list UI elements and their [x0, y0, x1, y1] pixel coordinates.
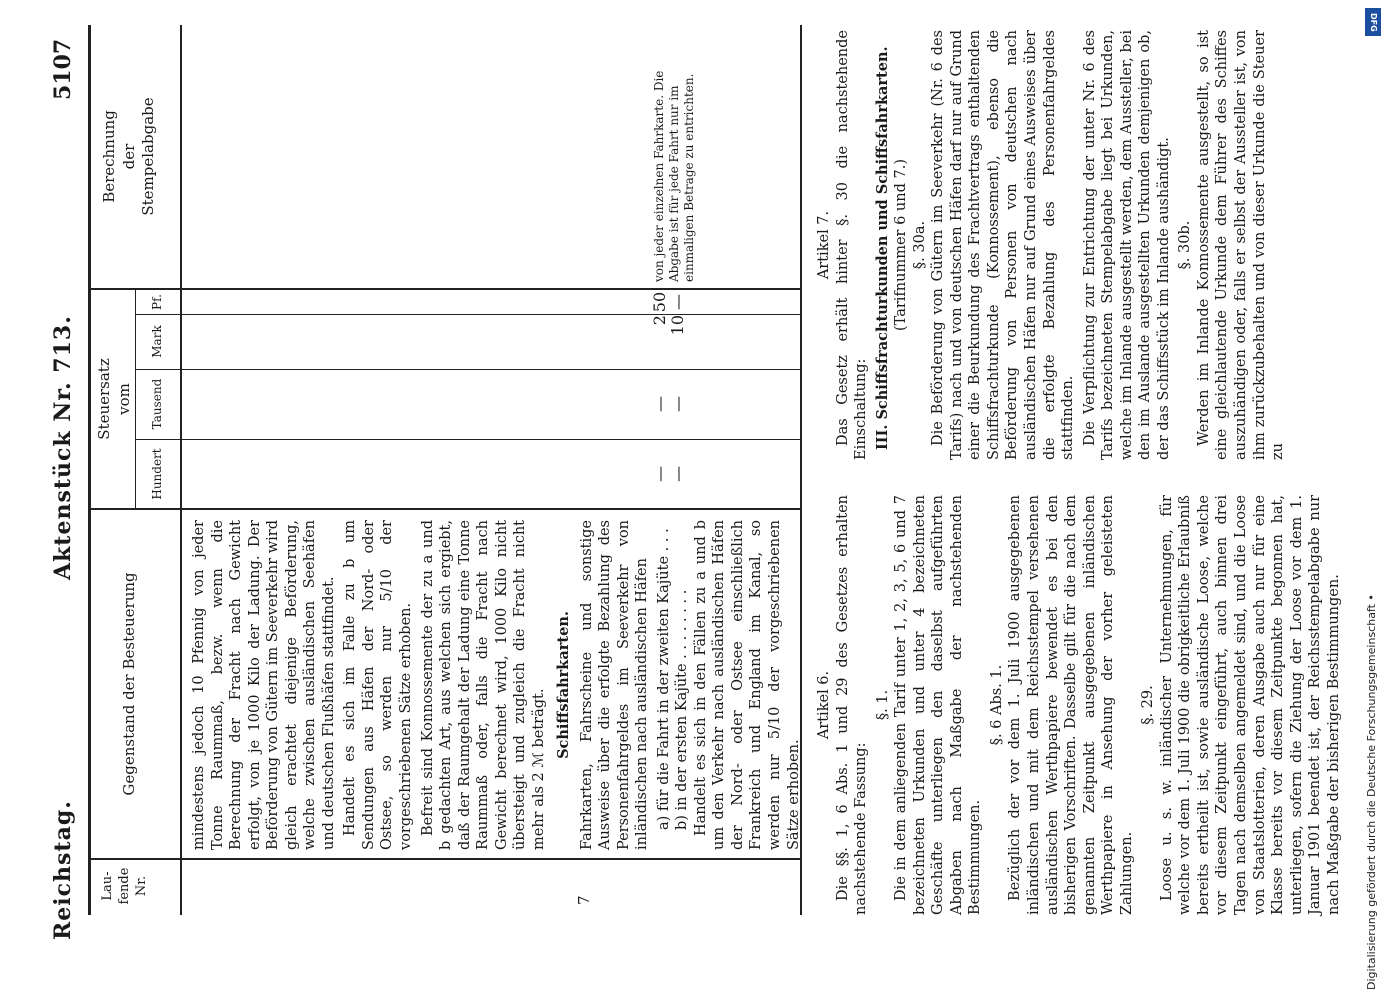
row6-text-3: Befreit sind Konnossemente der zu a und b gedachten Art, aus welchen sich ergiebt, daß der Raumgehalt der Ladung eine Tonne Raummaß oder, falls die Fracht nach Gewicht berechnet wird, 1000 Kilo nicht übersteigt und zugleich die Fracht nicht mehr als 2 ℳ beträgt.: [419, 520, 547, 850]
col-divider-nr: [88, 858, 800, 860]
row7-a-mark: 2: [650, 315, 669, 326]
col-header-calc: Berechnung der Stempelabgabe: [100, 97, 157, 216]
col-divider-subject: [88, 508, 800, 510]
dfg-logo: DFG: [1365, 8, 1381, 36]
left-column: [815, 495, 1346, 915]
section-30b-heading: §. 30b.: [1177, 220, 1194, 270]
section-29-text: Loose u. s. w. inländischer Unternehmungen, für welche vor dem 1. Juli 1900 die obrigkeitliche Erlaubniß bereits ertheilt ist, sowie ausländische Loose, welche vor diesem Zeitpunkt eingeführt, auch binnen drei Tagen nach demselben angemeldet sind, und die Loose von Staatslotterien, deren Ausgabe auch nur für eine Klasse bereits vor diesem Zeitpunkte begonnen hat, unterliegen, sofern die Ziehung der Loose vor dem 1. Januar 1901 beendet ist, der Reichsstempelabgabe nur nach Maßgabe der bisherigen Bestimmungen.: [1158, 495, 1342, 915]
col-header-mark: Mark: [150, 325, 164, 358]
header-page-number: 5107: [50, 38, 76, 100]
header-left: Reichstag.: [50, 800, 76, 940]
col-divider-tausend: [135, 369, 800, 370]
artikel-7-heading: Artikel 7.: [816, 210, 832, 280]
table-top-rule: [88, 25, 91, 915]
row7-a-tausend: —: [650, 396, 669, 412]
section-6-heading: §. 6 Abs. 1.: [988, 664, 1005, 746]
right-column: [815, 30, 1291, 460]
col-header-rate: Steuersatz vom: [95, 358, 133, 440]
col-divider-hundert: [135, 439, 800, 440]
col-header-hundert: Hundert: [150, 448, 164, 500]
row6-text-2: Handelt es sich im Falle zu b um Sendungen aus Häfen der Nord- oder Ostsee, so werden nur 5/10 der vorgeschriebenen Sätze erhoben.: [342, 520, 415, 850]
section-iii-heading: III. Schiffsfrachturkunden und Schiffsfahrkarten.: [873, 46, 891, 450]
section-6-text: Bezüglich der vor dem 1. Juli 1900 ausgegebenen inländischen und mit dem Reichsstempel versehenen ausländischen Werthpapiere bewendet es bei den bisherigen Vorschriften. Dasselbe gilt für die nach dem genannten Zeitpunkt ausgegebenen inländischen Werthpapiere in Ansehung der vorher geleisteten Zahlungen.: [1007, 495, 1135, 915]
row7-b-hundert: —: [668, 466, 687, 482]
row7-calc: von jeder einzelnen Fahrkarte. Die Abgabe ist für jede Fahrt nur im einmaligen Betrage zu entrichten.: [652, 70, 696, 282]
row7-text: Fahrkarten, Fahrscheine und sonstige Ausweise über die erfolgte Bezahlung des Personenfahrgeldes im Seeverkehr von inländischen nach ausländischen Häfen: [578, 520, 651, 850]
rate-sub-rule: [135, 290, 136, 510]
section-29-heading: §. 29.: [1140, 685, 1157, 725]
section-30a-text-2: Die Verpflichtung zur Entrichtung der unter Nr. 6 des Tarifs bezeichneten Stempelabgabe liegt bei Urkunden, welche im Inlande ausgestellt werden, dem Aussteller, bei den im Auslande ausgestellten Urkunden demjenigen ob, der das Schiffsstück im Inlande aushändigt.: [1081, 30, 1172, 460]
row7-number: 7: [575, 895, 593, 905]
row7-a: a) für die Fahrt in der zweiten Kajüte . . .: [655, 528, 672, 830]
col-header-pf: Pf.: [150, 294, 164, 310]
section-30b-text: Werden im Inlande Konnossemente ausgestellt, so ist eine gleichlautende Urkunde dem Führer des Schiffes auszuhändigen oder, falls er selbst der Aussteller ist, von ihm zurückzubehalten und von dieser Urkunde die Steuer zu: [1195, 30, 1287, 460]
row7-title: Schiffsfahrkarten.: [555, 611, 572, 759]
header-title: Aktenstück Nr. 713.: [50, 315, 76, 580]
digitization-credit: Digitalisierung gefördert durch die Deutsche Forschungsgemeinschaft •: [1365, 594, 1378, 990]
row7-cell: [555, 520, 806, 850]
row7-b-mark: 10: [668, 315, 687, 336]
col-divider-mark: [135, 314, 800, 315]
section-iii-subheading: (Tarifnummer 6 und 7.): [893, 159, 910, 331]
row6-cell: [190, 520, 551, 850]
col-header-tausend: Tausend: [150, 378, 164, 430]
row7-text-2: Handelt es sich in den Fällen zu a und b um den Verkehr nach ausländischen Häfen der Nord- oder Ostsee einschließlich Frankreich und England im Kanal, so werden nur 5/10 der vorgeschriebenen Sätze erhoben.: [692, 520, 802, 850]
section-1-text: Die in dem anliegenden Tarif unter 1, 2, 3, 5, 6 und 7 bezeichneten Urkunden und unter 4 bezeichneten Geschäfte unterliegen den daselbst aufgeführten Abgaben nach Maßgabe der nachstehenden Bestimmungen.: [893, 495, 984, 915]
artikel-7-intro: Das Gesetz erhält hinter §. 30 die nachstehende Einschaltung:: [834, 30, 870, 460]
col-header-nr: Lau- fende Nr.: [100, 867, 149, 905]
row7-b-tausend: —: [668, 396, 687, 412]
row7-b: b) in der ersten Kajüte . . . . . . . .: [674, 589, 691, 830]
row7-b-pf: —: [668, 294, 687, 310]
section-30a-heading: §. 30a.: [911, 220, 928, 270]
artikel-6-heading: Artikel 6.: [816, 670, 832, 740]
row7-a-hundert: —: [650, 466, 669, 482]
col-header-subject: Gegenstand der Besteuerung: [120, 572, 138, 796]
table-header-rule: [180, 25, 182, 915]
section-1-heading: §. 1.: [874, 689, 891, 721]
artikel-6-intro: Die §§. 1, 6 Abs. 1 und 29 des Gesetzes erhalten nachstehende Fassung:: [834, 495, 870, 915]
digitization-credit-strip: [1361, 0, 1383, 1000]
row6-text-1: mindestens jedoch 10 Pfennig von jeder Tonne Raummaß, bezw. wenn die Berechnung der Fracht nach Gewicht erfolgt, von je 1000 Kilo der Ladung. Der Beförderung von Gütern im Seeverkehr wird gleich erachtet diejenige Beförderung, welche zwischen ausländischen Seehäfen und deutschen Flußhäfen stattfindet.: [191, 519, 337, 850]
section-30a-text-1: Die Beförderung von Gütern im Seeverkehr (Nr. 6 des Tarifs) nach und von deutschen Häfen darf nur auf Grund einer die Beurkundung des Frachtvertrags enthaltenden Schiffsfrachturkunde (Konnossement), ebenso die Beförderung von Personen von deutschen nach ausländischen Häfen nur auf Grund eines Ausweises über die erfolgte Bezahlung des Personenfahrgeldes stattfinden.: [930, 30, 1077, 460]
col-divider-rate: [88, 288, 800, 290]
row7-a-pf: 50: [650, 291, 669, 313]
